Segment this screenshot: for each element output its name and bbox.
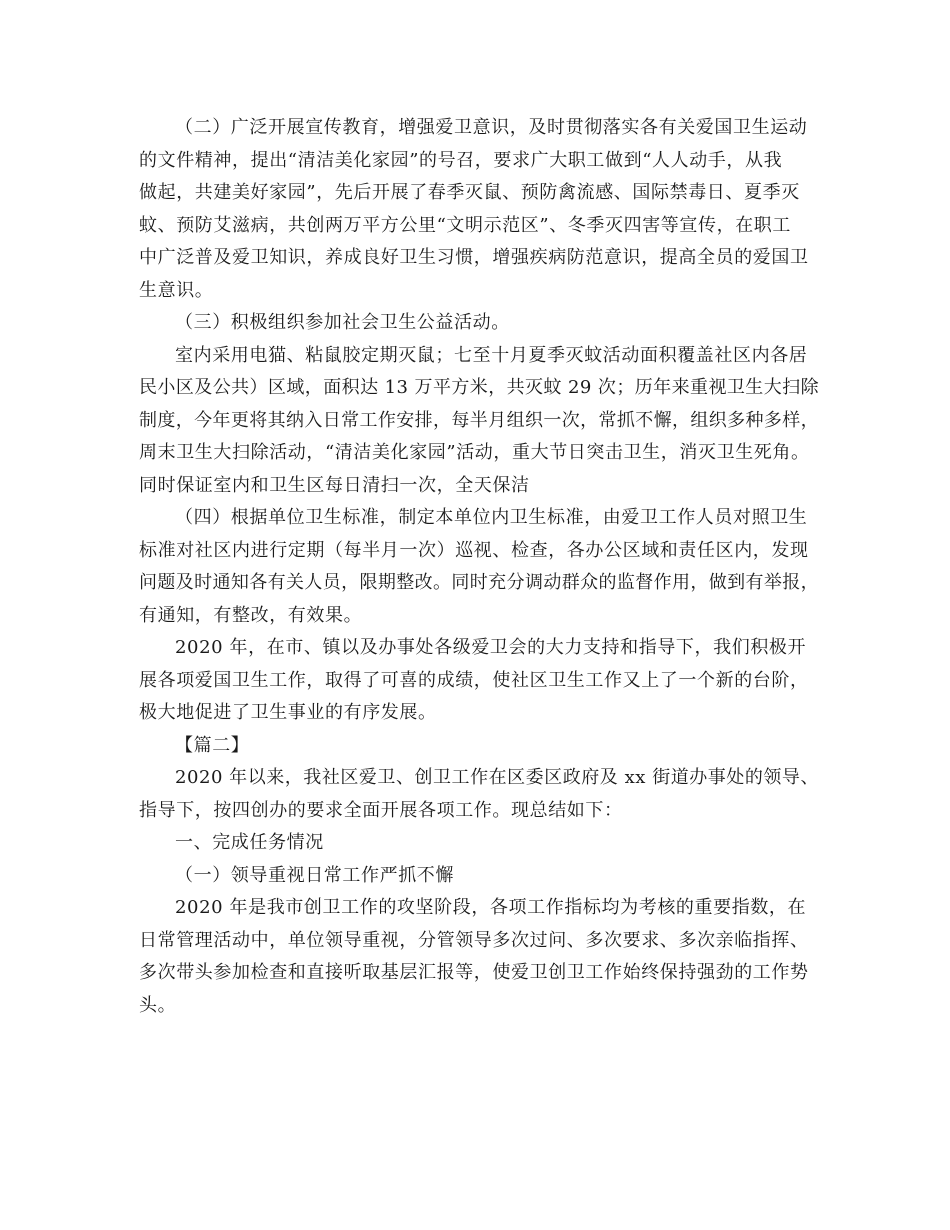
text-line: 做起，共建美好家园”，先后开展了春季灭鼠、预防禽流感、国际禁毒日、夏季灭 [139, 182, 800, 203]
text-line: 【篇二】 [175, 734, 250, 756]
text-line: 2020 年，在市、镇以及办事处各级爱卫会的大力支持和指导下，我们积极开 [175, 637, 807, 658]
text-line: 多次带头参加检查和直接听取基层汇报等，使爱卫创卫工作始终保持强劲的工作势 [139, 962, 809, 983]
text-line: 展各项爱国卫生工作，取得了可喜的成绩，使社区卫生工作又上了一个新的台阶， [139, 669, 809, 691]
text-line: 2020 年以来，我社区爱卫、创卫工作在区委区政府及 xx 街道办事处的领导、 [175, 767, 819, 788]
text-line: 有通知，有整改，有效果。 [139, 604, 363, 626]
text-line: 一、完成任务情况 [175, 832, 324, 853]
text-line: 中广泛普及爱卫知识，养成良好卫生习惯，增强疾病防范意识，提高全员的爱国卫 [139, 247, 809, 268]
text-line: 的文件精神，提出“清洁美化家园”的号召，要求广大职工做到“人人动手，从我 [139, 149, 783, 171]
text-line: 2020 年是我市创卫工作的攻坚阶段，各项工作指标均为考核的重要指数，在 [175, 897, 807, 918]
text-line: 标准对社区内进行定期（每半月一次）巡视、检查，各办公区域和责任区内，发现 [139, 539, 809, 561]
text-line: 蚊、预防艾滋病，共创两万平方公里“文明示范区”、冬季灭四害等宣传，在职工 [139, 214, 792, 236]
text-line: 极大地促进了卫生事业的有序发展。 [139, 702, 437, 723]
text-line: （四）根据单位卫生标准，制定本单位内卫生标准，由爱卫工作人员对照卫生 [175, 507, 808, 528]
document-body [139, 112, 819, 1022]
text-line: 指导下，按四创办的要求全面开展各项工作。现总结如下： [139, 799, 623, 821]
text-line: 制度，今年更将其纳入日常工作安排，每半月组织一次，常抓不懈，组织多种多样， [139, 409, 819, 431]
text-line: 同时保证室内和卫生区每日清扫一次，全天保洁 [139, 474, 530, 496]
text-line: 问题及时通知各有关人员，限期整改。同时充分调动群众的监督作用，做到有举报， [139, 572, 819, 593]
text-line: 日常管理活动中，单位领导重视，分管领导多次过问、多次要求、多次亲临指挥、 [139, 929, 809, 951]
text-line: 头。 [139, 994, 177, 1016]
text-line: 生意识。 [139, 279, 214, 301]
text-line: （一）领导重视日常工作严抓不懈 [175, 864, 454, 886]
text-line: （三）积极组织参加社会卫生公益活动。 [175, 312, 510, 333]
text-line: 民小区及公共）区域，面积达 13 万平方米，共灭蚊 29 次；历年来重视卫生大扫除 [139, 377, 819, 398]
text-line: （二）广泛开展宣传教育，增强爱卫意识，及时贯彻落实各有关爱国卫生运动 [175, 117, 808, 138]
text-line: 室内采用电猫、粘鼠胶定期灭鼠；七至十月夏季灭蚊活动面积覆盖社区内各居 [175, 344, 808, 366]
text-line: 周末卫生大扫除活动，“清洁美化家园”活动，重大节日突击卫生，消灭卫生死角。 [139, 442, 810, 463]
